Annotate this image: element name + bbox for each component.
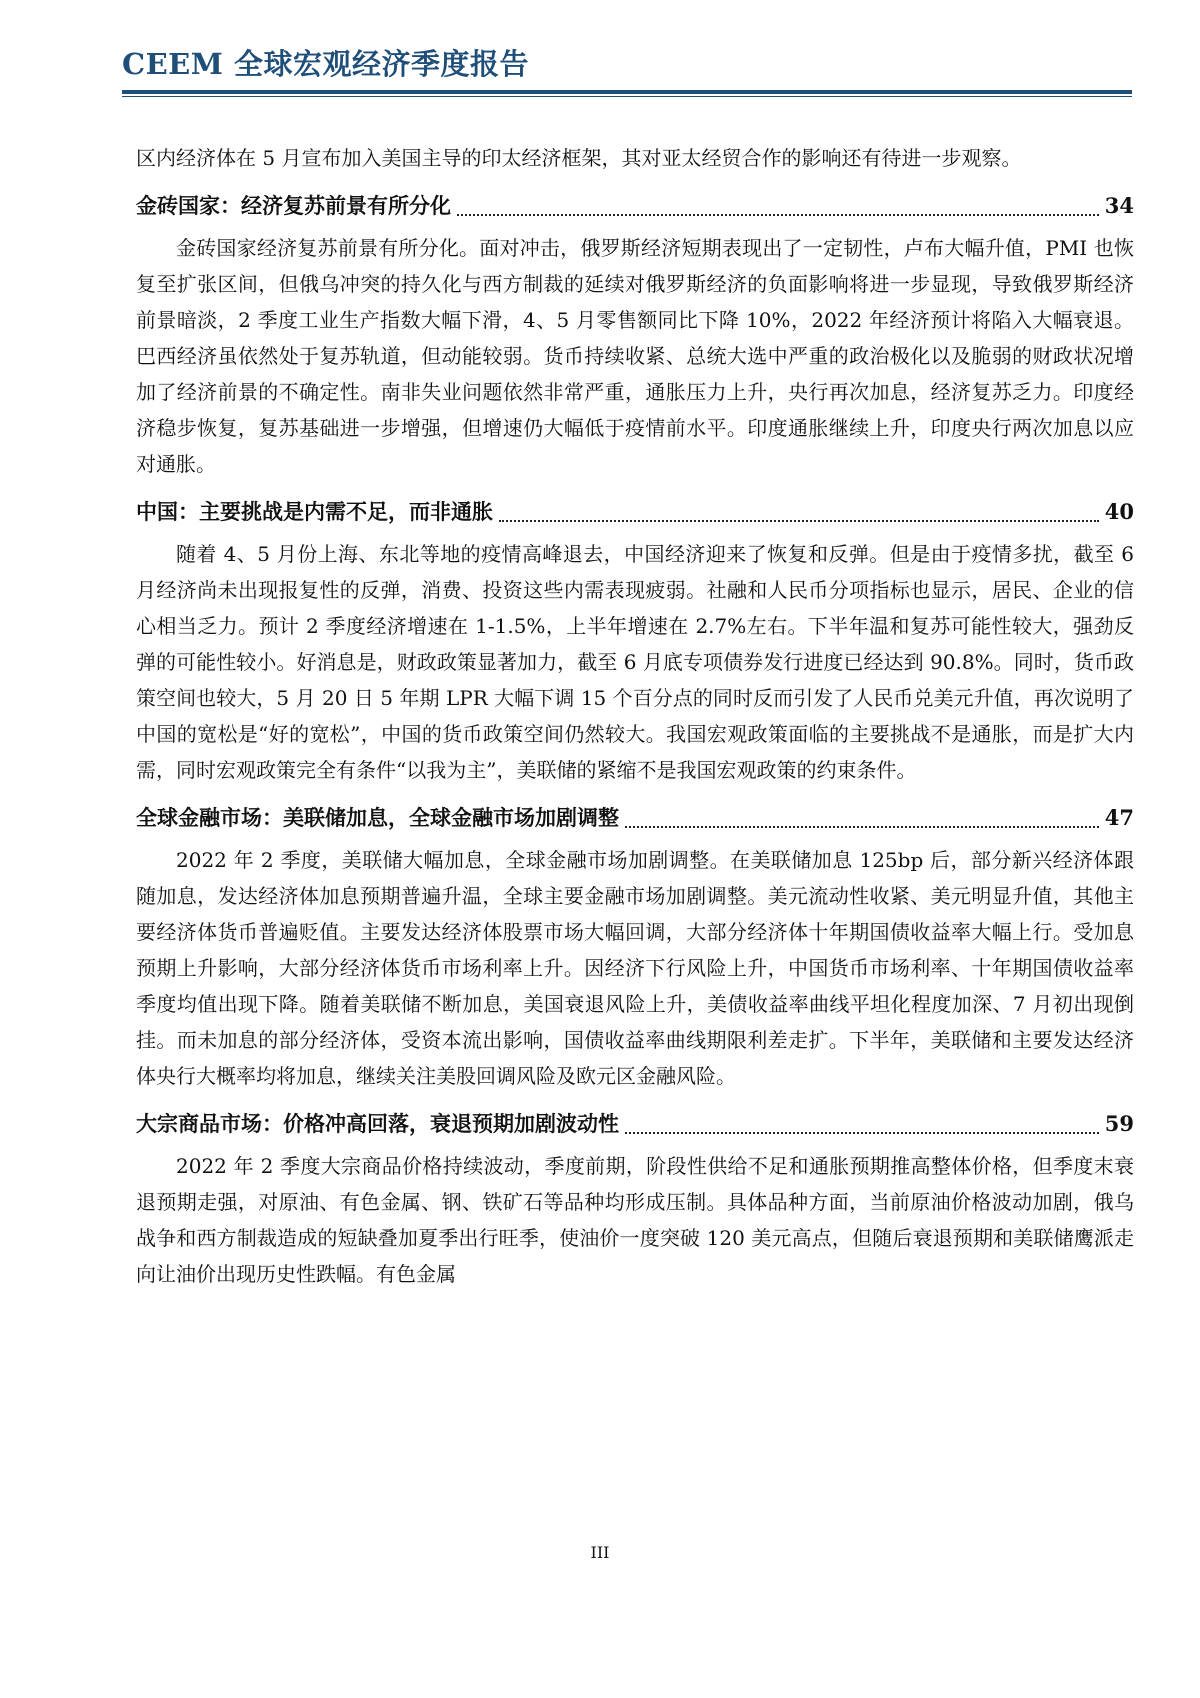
toc-entry-china[interactable] — [136, 494, 1134, 530]
toc-entry-brics[interactable] — [136, 188, 1134, 224]
header-rule-thin — [122, 96, 1132, 97]
toc-entry-title: 中国：主要挑战是内需不足，而非通胀 — [136, 499, 493, 524]
report-header — [122, 42, 1132, 97]
section-summary-commodities: 2022 年 2 季度大宗商品价格持续波动，季度前期，阶段性供给不足和通胀预期推高整体价格，但季度末衰退预期走强，对原油、有色金属、钢、铁矿石等品种均形成压制。具体品种方面，当前原油价格波动加剧，俄乌战争和西方制裁造成的短缺叠加夏季出行旺季，使油价一度突破 120 美元高点，但随后衰退预期和美联储鹰派走向让油价出现历史性跌幅。有色金属 — [136, 1154, 1134, 1286]
dot-leader — [625, 826, 1099, 828]
dot-leader — [457, 214, 1099, 216]
toc-page-number: 59 — [1104, 1111, 1134, 1136]
intro-paragraph: 区内经济体在 5 月宣布加入美国主导的印太经济框架，其对亚太经贸合作的影响还有待进一步观察。 — [136, 146, 1022, 170]
page-number: III — [590, 1543, 610, 1562]
page-content — [136, 140, 1134, 1292]
section-summary-china: 随着 4、5 月份上海、东北等地的疫情高峰退去，中国经济迎来了恢复和反弹。但是由于疫情多扰，截至 6 月经济尚未出现报复性的反弹，消费、投资这些内需表现疲弱。社融和人民币分项指标也显示，居民、企业的信心相当乏力。预计 2 季度经济增速在 1-1.5%，上半年增速在 2.7%左右。下半年温和复苏可能性较大，强劲反弹的可能性较小。好消息是，财政政策显著加力，截至 6 月底专项债券发行进度已经达到 90.8%。同时，货币政策空间也较大，5 月 20 日 5 年期 LPR 大幅下调 15 个百分点的同时反而引发了人民币兑美元升值，再次说明了中国的宽松是“好的宽松”，中国的货币政策空间仍然较大。我国宏观政策面临的主要挑战不是通胀，而是扩大内需，同时宏观政策完全有条件“以我为主”，美联储的紧缩不是我国宏观政策的约束条件。 — [136, 542, 1134, 782]
report-title: CEEM 全球宏观经济季度报告 — [122, 47, 529, 81]
header-rule — [122, 90, 1132, 94]
toc-page-number: 40 — [1104, 499, 1134, 524]
toc-page-number: 47 — [1104, 805, 1134, 830]
dot-leader — [625, 1132, 1099, 1134]
dot-leader — [499, 520, 1099, 522]
toc-entry-commodities[interactable] — [136, 1106, 1134, 1142]
section-summary-brics: 金砖国家经济复苏前景有所分化。面对冲击，俄罗斯经济短期表现出了一定韧性，卢布大幅升值，PMI 也恢复至扩张区间，但俄乌冲突的持久化与西方制裁的延续对俄罗斯经济的负面影响将进一步显现，导致俄罗斯经济前景暗淡，2 季度工业生产指数大幅下滑，4、5 月零售额同比下降 10%，2022 年经济预计将陷入大幅衰退。巴西经济虽依然处于复苏轨道，但动能较弱。货币持续收紧、总统大选中严重的政治极化以及脆弱的财政状况增加了经济前景的不确定性。南非失业问题依然非常严重，通胀压力上升，央行再次加息，经济复苏乏力。印度经济稳步恢复，复苏基础进一步增强，但增速仍大幅低于疫情前水平。印度通胀继续上升，印度央行两次加息以应对通胀。 — [136, 236, 1134, 476]
toc-entry-title: 大宗商品市场：价格冲高回落，衰退预期加剧波动性 — [136, 1111, 619, 1136]
toc-entry-title: 金砖国家：经济复苏前景有所分化 — [136, 193, 451, 218]
toc-page-number: 34 — [1104, 193, 1134, 218]
toc-entry-title: 全球金融市场：美联储加息，全球金融市场加剧调整 — [136, 805, 619, 830]
section-summary-financial-markets: 2022 年 2 季度，美联储大幅加息，全球金融市场加剧调整。在美联储加息 125bp 后，部分新兴经济体跟随加息，发达经济体加息预期普遍升温，全球主要金融市场加剧调整。美元流动性收紧、美元明显升值，其他主要经济体货币普遍贬值。主要发达经济体股票市场大幅回调，大部分经济体十年期国债收益率大幅上行。受加息预期上升影响，大部分经济体货币市场利率上升。因经济下行风险上升，中国货币市场利率、十年期国债收益率季度均值出现下降。随着美联储不断加息，美国衰退风险上升，美债收益率曲线平坦化程度加深、7 月初出现倒挂。而未加息的部分经济体，受资本流出影响，国债收益率曲线期限利差走扩。下半年，美联储和主要发达经济体央行大概率均将加息，继续关注美股回调风险及欧元区金融风险。 — [136, 848, 1134, 1088]
toc-entry-financial-markets[interactable] — [136, 800, 1134, 836]
